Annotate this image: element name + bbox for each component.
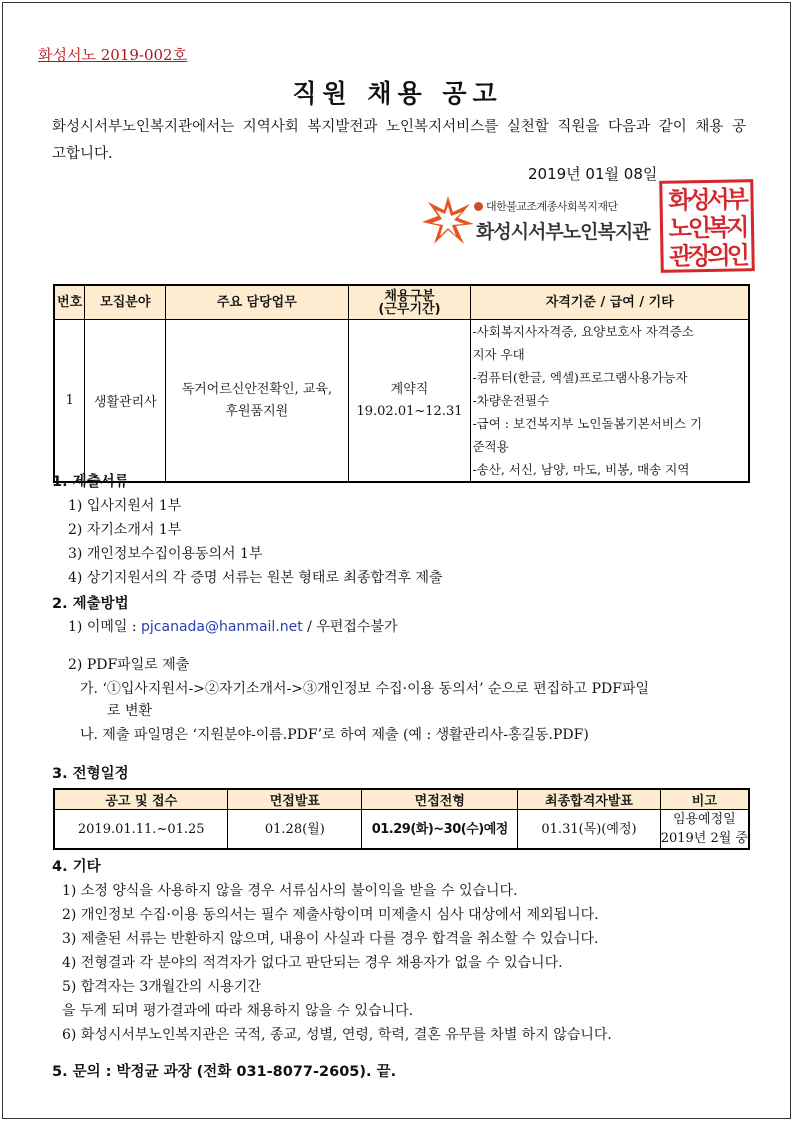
organization-logo	[420, 192, 670, 252]
recruitment-table	[53, 284, 750, 483]
document-number: 화성서노 2019-002호	[38, 46, 188, 64]
intro-paragraph: 화성시서부노인복지관에서는 지역사회 복지발전과 노인복지서비스를 실천할 직원을 다음과 같이 채용 공고합니다.	[52, 119, 746, 162]
parent-foundation: 대한불교조계종사회복지재단	[474, 198, 618, 214]
list-item: 3) 개인정보수집이용동의서 1부	[68, 546, 263, 562]
organization-name: 화성시서부노인복지관	[476, 221, 650, 243]
email-line: 1) 이메일 : pjcanada@hanmail.net / 우편접수불가	[68, 619, 398, 635]
list-item: 로 변환	[107, 703, 153, 719]
list-item: 5) 합격자는 3개월간의 시용기간	[62, 979, 261, 995]
cell-duty: 독거어르신안전확인, 교육, 후원품지원	[166, 320, 348, 483]
cell-final: 01.31(목)(예정)	[518, 810, 660, 850]
list-item: 나. 제출 파일명은 ‘지원분야-이름.PDF’로 하여 제출 (예 : 생활관리사-홍길동.PDF)	[80, 727, 589, 743]
header-number: 번호	[54, 285, 85, 320]
header-interview: 면접전형	[362, 789, 518, 810]
list-item: 1) 입사지원서 1부	[68, 498, 182, 514]
section-method-title: 2. 제출방법	[52, 596, 129, 612]
list-item: 가. ‘①입사지원서->②자기소개서->③개인정보 수집·이용 동의서’ 순으로 편집하고 PDF파일	[80, 681, 650, 697]
cell-note: 임용예정일 2019년 2월 중	[660, 810, 749, 850]
list-item: 1) 소정 양식을 사용하지 않을 경우 서류심사의 불이익을 받을 수 있습니다.	[62, 883, 518, 899]
cell-interview: 01.29(화)~30(수)예정	[362, 810, 518, 850]
cell-number: 1	[54, 320, 85, 483]
list-item: 2) 자기소개서 1부	[68, 522, 182, 538]
cell-announce: 2019.01.11.~01.25	[54, 810, 228, 850]
contact-line: 5. 문의 : 박정균 과장 (전화 031-8077-2605). 끝.	[52, 1064, 397, 1080]
header-final: 최종합격자발표	[518, 789, 660, 810]
header-field: 모집분야	[85, 285, 166, 320]
section-documents-title: 1. 제출서류	[52, 474, 129, 490]
starburst-icon	[420, 192, 476, 248]
header-requirements: 자격기준 / 급여 / 기타	[471, 285, 749, 320]
list-item: 4) 상기지원서의 각 증명 서류는 원본 형태로 최종합격후 제출	[68, 570, 443, 586]
table-header-row	[54, 789, 749, 810]
schedule-table	[53, 788, 750, 850]
table-row	[54, 320, 749, 483]
table-header-row	[54, 285, 749, 320]
section-etc-title: 4. 기타	[52, 859, 101, 875]
announcement-date: 2019년 01월 08일	[528, 165, 658, 183]
header-type: 채용구분 (근무기간)	[348, 285, 471, 320]
header-interview-notice: 면접발표	[228, 789, 362, 810]
cell-field: 생활관리사	[85, 320, 166, 483]
list-item: 을 두게 되며 평가결과에 따라 채용하지 않을 수 있습니다.	[62, 1003, 414, 1019]
list-item: 2) PDF파일로 제출	[68, 657, 190, 673]
list-item: 6) 화성시서부노인복지관은 국적, 종교, 성별, 연령, 학력, 결혼 유무를 차별 하지 않습니다.	[62, 1027, 612, 1043]
cell-interview-notice: 01.28(월)	[228, 810, 362, 850]
list-item: 3) 제출된 서류는 반환하지 않으며, 내용이 사실과 다를 경우 합격을 취소할 수 있습니다.	[62, 931, 599, 947]
header-note: 비고	[660, 789, 749, 810]
table-row	[54, 810, 749, 850]
header-duty: 주요 담당업무	[166, 285, 348, 320]
cell-requirements: -사회복지사자격증, 요양보호사 자격증소 지자 우대 -컴퓨터(한글, 엑셀)프로그램사용가능자 -차량운전필수 -급여 : 보건복지부 노인돌봄기본서비스 기 준적용 -송산, 서신, 남양, 마도, 비봉, 매송 지역	[471, 320, 749, 483]
page-title: 직원 채용 공고	[292, 79, 503, 108]
cell-type: 계약직 19.02.01~12.31	[348, 320, 471, 483]
header-announce: 공고 및 접수	[54, 789, 228, 810]
list-item: 2) 개인정보 수집·이용 동의서는 필수 제출사항이며 미제출시 심사 대상에서 제외됩니다.	[62, 907, 599, 923]
official-seal: 화성서부 노인복지 관장의인	[659, 179, 755, 273]
list-item: 4) 전형결과 각 분야의 적격자가 없다고 판단되는 경우 채용자가 없을 수 있습니다.	[62, 955, 563, 971]
foundation-emblem-icon	[474, 202, 483, 211]
email-link[interactable]: pjcanada@hanmail.net	[141, 619, 303, 635]
section-schedule-title: 3. 전형일정	[52, 766, 129, 782]
